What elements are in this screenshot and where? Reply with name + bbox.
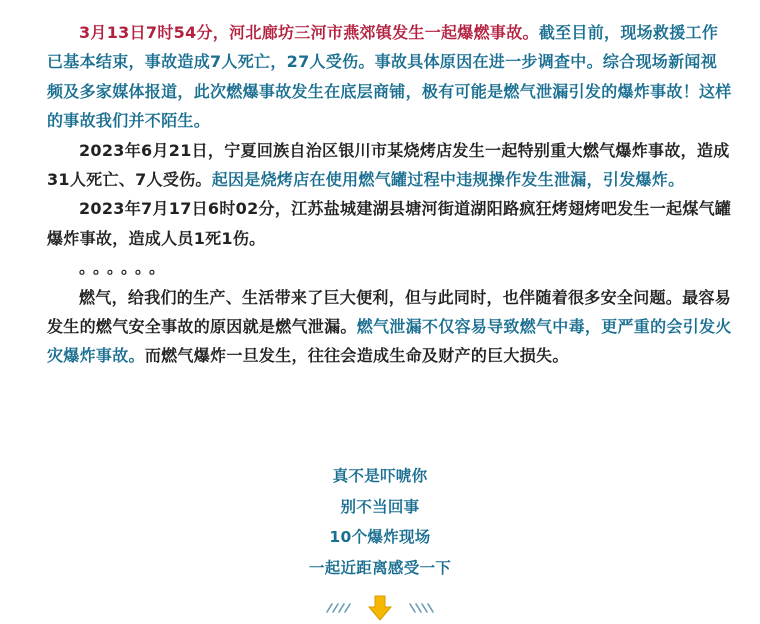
callout-block [0,461,760,583]
ellipsis-dots-text: 。。。。。。 [79,258,172,278]
paragraph-yinchuan [47,136,733,195]
slash-lines-icon [405,601,435,615]
slash-lines-icon [325,601,355,615]
arrow-down-icon [367,594,393,622]
paragraph-gas-safety-intro: 燃气，给我们的生产、生活带来了巨大便利，但与此同时，也伴随着很多安全问题。最容易发生的燃气安全事故的原因就是燃气泄漏。 [47,287,732,337]
article-body [47,18,733,371]
paragraph-gas-safety-outro: 而燃气爆炸一旦发生，往往会造成生命及财产的巨大损失。 [144,346,569,366]
callout-line-3: 10个爆炸现场 [329,528,431,546]
paragraph-yanjiao-lead: 3月13日7时54分，河北廊坊三河市燕郊镇发生一起爆燃事故。 [79,23,539,42]
ellipsis-dots [47,253,733,282]
paragraph-yinchuan-cause: 起因是烧烤店在使用燃气罐过程中违规操作发生泄漏，引发爆炸。 [211,170,685,190]
callout-line-1: 真不是吓唬你 [332,467,428,485]
callout-line-2: 别不当回事 [340,497,420,516]
paragraph-yanjiao-body: 截至目前，现场救援工作已基本结束，事故造成7人死亡，27人受伤。事故具体原因在进一步调查中。综合现场新闻视频及多家媒体报道，此次燃爆事故发生在底层商铺，极有可能是燃气泄漏引发的爆炸事故！这样的事故我们并不陌生。 [47,23,732,131]
paragraph-gas-safety [47,283,733,371]
paragraph-yancheng-text: 2023年7月17日6时02分，江苏盐城建湖县塘河街道湖阳路疯狂烤翅烤吧发生一起煤气罐爆炸事故，造成人员1死1伤。 [47,199,732,248]
callout-line-4: 一起近距离感受一下 [308,558,452,577]
paragraph-yancheng [47,194,733,253]
scroll-hint [0,594,760,622]
paragraph-yinchuan-lead: 2023年6月21日，宁夏回族自治区银川市某烧烤店发生一起特别重大燃气爆炸事故，造成31人死亡、7人受伤。 [47,140,730,190]
paragraph-yanjiao [47,18,733,136]
paragraph-gas-safety-warning: 燃气泄漏不仅容易导致燃气中毒，更严重的会引发火灾爆炸事故。 [47,317,732,366]
